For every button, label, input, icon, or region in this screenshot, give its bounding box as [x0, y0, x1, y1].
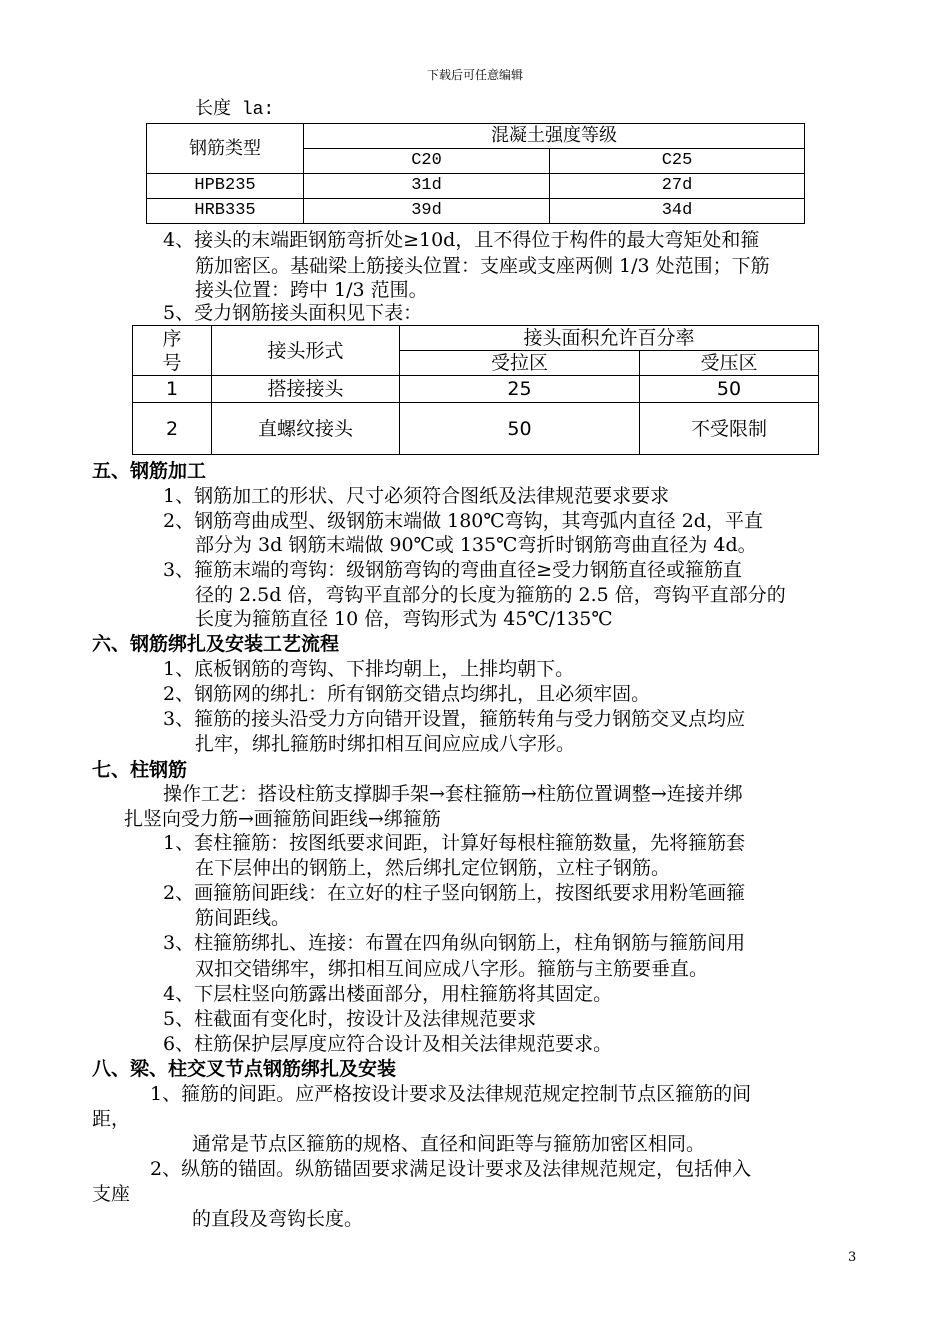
paragraph-line: 2、画箍筋间距线：在立好的柱子竖向钢筋上，按图纸要求用粉笔画箍 — [163, 882, 746, 904]
paragraph-line: 5、受力钢筋接头面积见下表： — [163, 302, 423, 324]
paragraph-line: 3、箍筋的接头沿受力方向错开设置，箍筋转角与受力钢筋交叉点均应 — [163, 708, 746, 730]
section-title: 七、柱钢筋 — [92, 759, 188, 781]
joint-area-table — [132, 325, 819, 455]
concrete-grade-header: 混凝土强度等级 — [304, 124, 805, 149]
cell-form: 搭接接头 — [212, 376, 400, 403]
cell-c20: 39d — [304, 199, 550, 224]
paragraph-line: 1、套柱箍筋：按图纸要求间距，计算好每根柱箍筋数量，先将箍筋套 — [163, 832, 746, 854]
paragraph-line: 操作工艺：搭设柱筋支撑脚手架→套柱箍筋→柱筋位置调整→连接并绑 — [163, 783, 743, 805]
cell-no: 1 — [133, 376, 212, 403]
paragraph-line: 在下层伸出的钢筋上，然后绑扎定位钢筋，立柱子钢筋。 — [195, 857, 671, 879]
paragraph-line: 支座 — [92, 1183, 131, 1205]
paragraph-line: 距， — [92, 1108, 131, 1130]
rebar-type-header: 钢筋类型 — [147, 124, 304, 174]
seq-header-top: 序 — [162, 327, 182, 350]
seq-header — [133, 326, 212, 376]
paragraph-line: 1、钢筋加工的形状、尺寸必须符合图纸及法律规范要求要求 — [163, 485, 670, 507]
seq-header-bottom: 号 — [162, 351, 182, 374]
percent-header: 接头面积允许百分率 — [400, 326, 819, 351]
grade-c20: C20 — [304, 149, 550, 174]
paragraph-line: 5、柱截面有变化时，按设计及法律规范要求 — [163, 1008, 537, 1030]
cell-form: 直螺纹接头 — [212, 403, 400, 455]
paragraph-line: 3、箍筋末端的弯钩：级钢筋弯钩的弯曲直径≥受力钢筋直径或箍筋直 — [163, 559, 743, 581]
paragraph-line: 双扣交错绑牢，绑扣相互间应成八字形。箍筋与主筋要垂直。 — [195, 958, 709, 980]
paragraph-line: 2、钢筋弯曲成型、级钢筋末端做 180℃弯钩，其弯弧内直径 2d，平直 — [163, 510, 763, 532]
page-number: 3 — [848, 1250, 857, 1265]
paragraph-line: 部分为 3d 钢筋末端做 90℃或 135℃弯折时钢筋弯曲直径为 4d。 — [195, 534, 757, 556]
paragraph-line: 径的 2.5d 倍，弯钩平直部分的长度为箍筋的 2.5 倍，弯钩平直部分的 — [195, 584, 786, 606]
page-header: 下载后可任意编辑 — [426, 68, 523, 82]
paragraph-line: 接头位置：跨中 1/3 范围。 — [195, 279, 428, 301]
cell-c25: 27d — [550, 174, 805, 199]
section-title: 六、钢筋绑扎及安装工艺流程 — [92, 633, 340, 655]
joint-form-header: 接头形式 — [212, 326, 400, 376]
cell-no: 2 — [133, 403, 212, 455]
paragraph-line: 筋加密区。基础梁上筋接头位置：支座或支座两侧 1/3 处范围；下筋 — [195, 255, 770, 277]
cell-tension: 25 — [400, 376, 640, 403]
cell-compression: 不受限制 — [640, 403, 819, 455]
tension-header: 受拉区 — [400, 351, 640, 376]
paragraph-line: 的直段及弯钩长度。 — [192, 1208, 364, 1230]
paragraph-line: 扎竖向受力筋→画箍筋间距线→绑箍筋 — [124, 808, 441, 830]
paragraph-line: 3、柱箍筋绑扎、连接：布置在四角纵向钢筋上，柱角钢筋与箍筋间用 — [163, 932, 746, 954]
grade-c25: C25 — [550, 149, 805, 174]
paragraph-line: 2、纵筋的锚固。纵筋锚固要求满足设计要求及法律规范规定，包括伸入 — [150, 1158, 752, 1180]
table-row — [147, 199, 805, 224]
paragraph-line: 长度为箍筋直径 10 倍，弯钩形式为 45℃/135℃ — [195, 608, 613, 630]
section-title: 五、钢筋加工 — [92, 460, 207, 482]
table-row — [133, 376, 819, 403]
anchor-length-table — [146, 123, 805, 224]
table-row — [133, 403, 819, 455]
cell-tension: 50 — [400, 403, 640, 455]
section-title: 八、梁、柱交叉节点钢筋绑扎及安装 — [92, 1058, 397, 1080]
paragraph-line: 通常是节点区箍筋的规格、直径和间距等与箍筋加密区相同。 — [192, 1133, 706, 1155]
cell-c20: 31d — [304, 174, 550, 199]
cell-type: HRB335 — [147, 199, 304, 224]
cell-c25: 34d — [550, 199, 805, 224]
paragraph-line: 扎牢，绑扎箍筋时绑扣相互间应应成八字形。 — [195, 733, 576, 755]
length-label: 长度 la: — [195, 100, 275, 120]
paragraph-line: 1、底板钢筋的弯钩、下排均朝上，上排均朝下。 — [163, 658, 575, 680]
cell-compression: 50 — [640, 376, 819, 403]
paragraph-line: 4、接头的末端距钢筋弯折处≥10d，且不得位于构件的最大弯矩处和箍 — [163, 229, 760, 251]
paragraph-line: 6、柱筋保护层厚度应符合设计及相关法律规范要求。 — [163, 1033, 613, 1055]
cell-type: HPB235 — [147, 174, 304, 199]
paragraph-line: 筋间距线。 — [195, 907, 291, 929]
compression-header: 受压区 — [640, 351, 819, 376]
table-row — [147, 174, 805, 199]
paragraph-line: 1、箍筋的间距。应严格按设计要求及法律规范规定控制节点区箍筋的间 — [150, 1083, 752, 1105]
paragraph-line: 4、下层柱竖向筋露出楼面部分，用柱箍筋将其固定。 — [163, 983, 613, 1005]
paragraph-line: 2、钢筋网的绑扎：所有钢筋交错点均绑扎，且必须牢固。 — [163, 683, 651, 705]
